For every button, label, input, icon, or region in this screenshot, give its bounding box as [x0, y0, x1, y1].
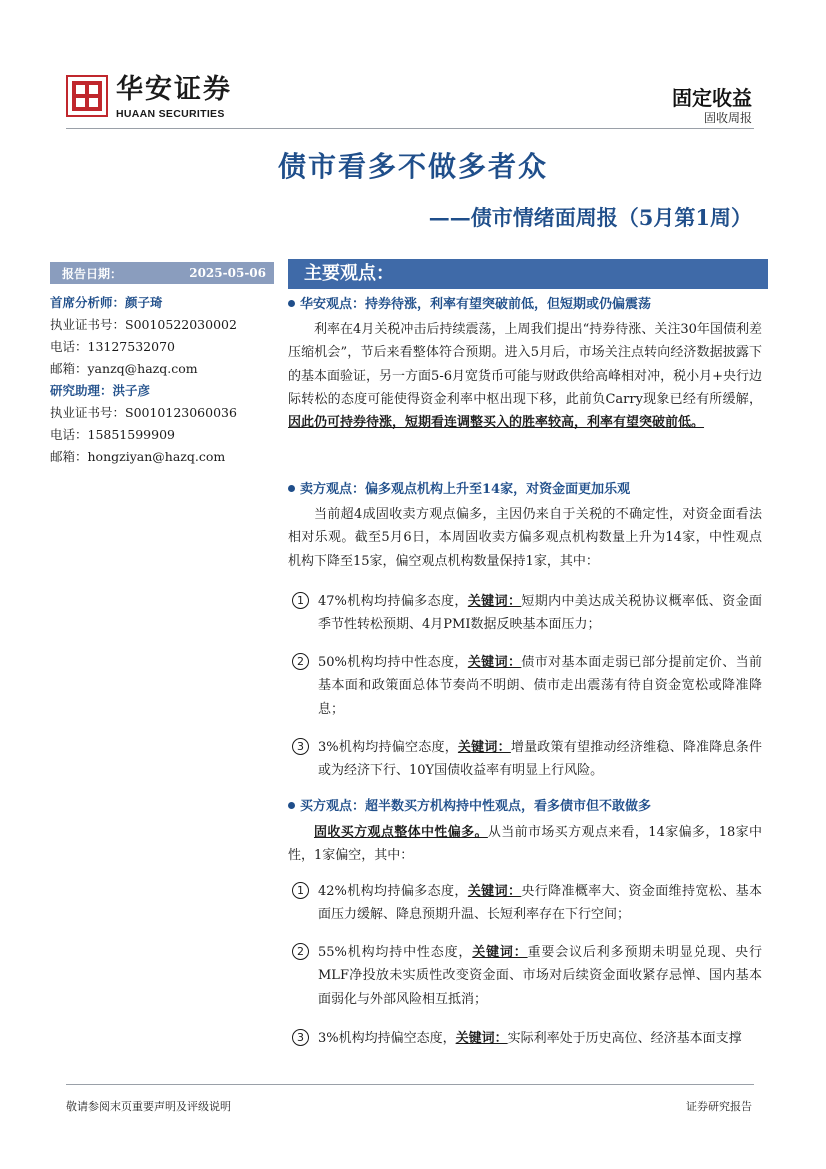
buyside-view-emphasis: 固收买方观点整体中性偏多。 [314, 825, 488, 840]
report-date-bar [50, 262, 274, 284]
assistant-email: 邮箱：hongziyan@hazq.com [50, 449, 226, 464]
item-text: 实际利率处于历史高位、经济基本面支撑 [507, 1031, 742, 1046]
buyside-view-heading [288, 796, 768, 818]
footer-label: 证券研究报告 [686, 1100, 752, 1113]
bullet-icon [288, 300, 295, 307]
logo-english-name: HUAAN SECURITIES [116, 108, 225, 120]
item-keyword-label: 关键词： [467, 655, 522, 670]
assistant-cert: 执业证书号：S0010123060036 [50, 405, 237, 420]
item-number: 3 [292, 1029, 309, 1046]
huaan-view-emphasis: 因此仍可持券待涨，短期看连调整买入的胜率较高，利率有望突破前低。 [288, 415, 705, 431]
header-divider [66, 128, 754, 129]
huaan-view-heading [288, 294, 768, 316]
report-date-value: 2025-05-06 [189, 266, 266, 280]
huaan-logo-icon [66, 75, 108, 117]
buyside-item-1 [292, 880, 762, 927]
sellside-view-heading-text: 卖方观点：偏多观点机构上升至14家，对资金面更加乐观 [300, 482, 631, 497]
sellside-item-2 [292, 651, 762, 721]
analyst-cert: 执业证书号：S0010522030002 [50, 317, 237, 332]
page-subtitle: ——债市情绪面周报（5月第1周） [428, 205, 752, 230]
logo-chinese-name: 华安证券 [116, 74, 232, 105]
item-keyword-label: 关键词： [455, 1031, 508, 1046]
item-prefix: 3%机构均持偏空态度， [318, 740, 458, 755]
item-keyword-label: 关键词： [467, 884, 522, 899]
item-text: 重要会议后利多预期未明显兑现、央行MLF净投放未实质性改变资金面、市场对后续资金面收紧存忌惮、国内基本面弱化与外部风险相互抵消； [318, 945, 762, 1007]
item-prefix: 3%机构均持偏空态度， [318, 1031, 456, 1046]
item-number: 1 [292, 882, 309, 899]
report-category: 固定收益 [672, 86, 752, 110]
research-assistant: 研究助理：洪子彦 [50, 383, 151, 398]
huaan-view-heading-text: 华安观点：持券待涨，利率有望突破前低，但短期或仍偏震荡 [300, 297, 652, 312]
item-text: 短期内中美达成关税协议概率低、资金面季节性转松预期、4月PMI数据反映基本面压力； [318, 594, 762, 633]
buyside-view-text: 从当前市场买方观点来看，14家偏多，18家中性，1家偏空，其中： [288, 825, 762, 864]
sellside-view-paragraph: 当前超4成固收卖方观点偏多，主因仍来自于关税的不确定性，对资金面看法相对乐观。截至5月6日，本周固收卖方偏多观点机构数量上升为14家，中性观点机构下降至15家，偏空观点机构数量保持1家，其中： [288, 507, 762, 569]
chief-analyst: 首席分析师：颜子琦 [50, 295, 163, 310]
item-prefix: 42%机构均持偏多态度， [318, 884, 468, 899]
section-heading: 主要观点： [288, 259, 768, 289]
buyside-view-heading-text: 买方观点：超半数买方机构持中性观点，看多债市但不敢做多 [300, 799, 652, 814]
footer-disclaimer: 敬请参阅末页重要声明及评级说明 [66, 1100, 231, 1113]
report-date-label: 报告日期： [62, 266, 123, 281]
analyst-info [50, 292, 278, 468]
analyst-email: 邮箱：yanzq@hazq.com [50, 361, 198, 376]
assistant-phone: 电话：15851599909 [50, 427, 175, 442]
page-title: 债市看多不做多者众 [277, 150, 548, 183]
item-keyword-label: 关键词： [472, 945, 528, 960]
bullet-icon [288, 802, 295, 809]
buyside-view-paragraph [288, 821, 762, 868]
item-text: 央行降准概率大、资金面维持宽松、基本面压力缓解、降息预期升温、长短利率存在下行空间； [318, 884, 762, 923]
sellside-item-1 [292, 590, 762, 637]
item-keyword-label: 关键词： [467, 594, 522, 609]
footer-divider [66, 1084, 754, 1085]
huaan-view-text: 利率在4月关税冲击后持续震荡，上周我们提出“持券待涨、关注30年国债利差压缩机会”，节后来看整体符合预期。进入5月后，市场关注点转向经济数据披露下的基本面验证，另一方面5-6月宽货币可能与财政供给高峰相对冲，税小月+央行边际转松的态度可能使得资金利率中枢出现下移，此前负Carry现象已经有所缓解， [288, 322, 762, 407]
huaan-view-paragraph [288, 318, 762, 434]
item-prefix: 50%机构均持中性态度， [318, 655, 468, 670]
sellside-view-heading [288, 479, 768, 501]
company-logo [66, 75, 256, 125]
item-keyword-label: 关键词： [457, 740, 511, 755]
item-number: 2 [292, 943, 309, 960]
item-text: 增量政策有望推动经济维稳、降准降息条件或为经济下行、10Y国债收益率有明显上行风险。 [318, 740, 762, 779]
buyside-item-3 [292, 1027, 762, 1050]
item-prefix: 55%机构均持中性态度， [318, 945, 473, 960]
item-number: 2 [292, 653, 309, 670]
item-prefix: 47%机构均持偏多态度， [318, 594, 468, 609]
item-number: 1 [292, 592, 309, 609]
analyst-phone: 电话：13127532070 [50, 339, 175, 354]
item-number: 3 [292, 738, 309, 755]
bullet-icon [288, 485, 295, 492]
item-text: 债市对基本面走弱已部分提前定价、当前基本面和政策面总体节奏尚不明朗、债市走出震荡有待自资金宽松或降准降息； [318, 655, 762, 717]
report-type: 固收周报 [703, 111, 752, 125]
sellside-item-3 [292, 736, 762, 783]
buyside-item-2 [292, 941, 762, 1011]
